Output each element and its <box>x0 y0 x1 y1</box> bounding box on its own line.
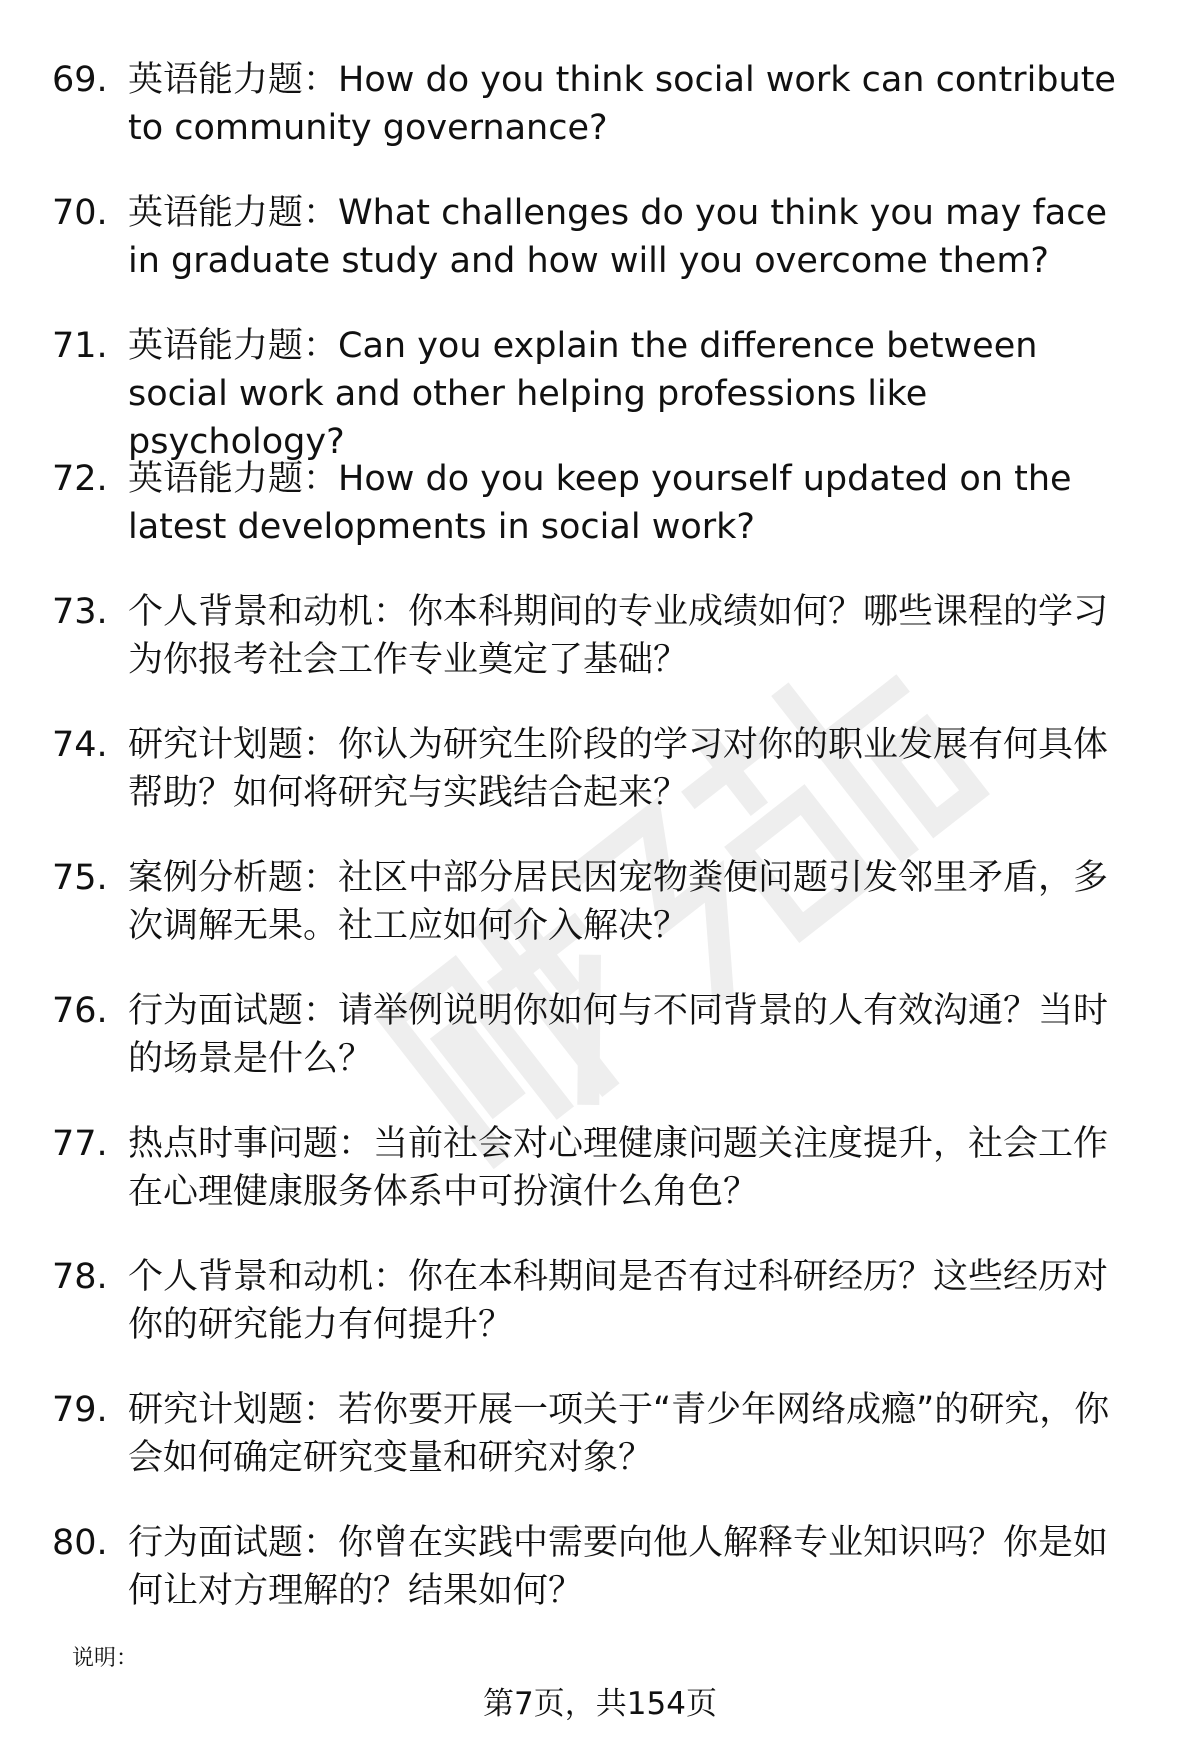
question-item-75 <box>52 854 1152 987</box>
question-text: 研究计划题：你认为研究生阶段的学习对你的职业发展有何具体帮助？如何将研究与实践结合起来？ <box>128 725 1109 813</box>
question-number: 71. <box>52 326 108 366</box>
question-text: 个人背景和动机：你在本科期间是否有过科研经历？这些经历对你的研究能力有何提升？ <box>128 1257 1109 1345</box>
question-item-71 <box>52 322 1152 462</box>
question-number: 78. <box>52 1257 108 1297</box>
question-text: 行为面试题：请举例说明你如何与不同背景的人有效沟通？当时的场景是什么？ <box>128 991 1109 1079</box>
question-text: 研究计划题：若你要开展一项关于“青少年网络成瘾”的研究，你会如何确定研究变量和研究对象？ <box>128 1390 1110 1478</box>
question-item-78 <box>52 1253 1152 1386</box>
question-list <box>52 56 1152 1652</box>
question-item-69 <box>52 56 1152 189</box>
page-footer: 第7页，共154页 <box>483 1686 717 1722</box>
note-label: 说明： <box>72 1646 139 1671</box>
question-number: 77. <box>52 1124 108 1164</box>
question-item-77 <box>52 1120 1152 1253</box>
question-number: 75. <box>52 858 108 898</box>
question-number: 73. <box>52 592 108 632</box>
question-number: 74. <box>52 725 108 765</box>
question-number: 70. <box>52 193 108 233</box>
question-text: 英语能力题：Can you explain the difference between social work and other helping professions like psychology? <box>128 326 1038 462</box>
question-item-73 <box>52 588 1152 721</box>
question-item-72 <box>52 455 1152 588</box>
question-number: 79. <box>52 1390 108 1430</box>
question-number: 72. <box>52 459 108 499</box>
question-text: 案例分析题：社区中部分居民因宠物粪便问题引发邻里矛盾，多次调解无果。社工应如何介入解决？ <box>128 858 1109 946</box>
question-text: 个人背景和动机：你本科期间的专业成绩如何？哪些课程的学习为你报考社会工作专业奠定了基础？ <box>128 592 1109 680</box>
question-text: 行为面试题：你曾在实践中需要向他人解释专业知识吗？你是如何让对方理解的？结果如何？ <box>128 1523 1109 1611</box>
question-item-70 <box>52 189 1152 322</box>
question-item-74 <box>52 721 1152 854</box>
question-text: 英语能力题：How do you keep yourself updated on the latest developments in social work? <box>128 459 1072 547</box>
question-text: 英语能力题：What challenges do you think you may face in graduate study and how will you overcome them? <box>128 193 1107 281</box>
question-item-76 <box>52 987 1152 1120</box>
question-number: 76. <box>52 991 108 1031</box>
question-number: 69. <box>52 60 108 100</box>
question-number: 80. <box>52 1523 108 1563</box>
question-item-80 <box>52 1519 1152 1652</box>
question-text: 英语能力题：How do you think social work can contribute to community governance? <box>128 60 1116 148</box>
question-text: 热点时事问题：当前社会对心理健康问题关注度提升，社会工作在心理健康服务体系中可扮演什么角色？ <box>128 1124 1109 1212</box>
question-item-79 <box>52 1386 1152 1519</box>
